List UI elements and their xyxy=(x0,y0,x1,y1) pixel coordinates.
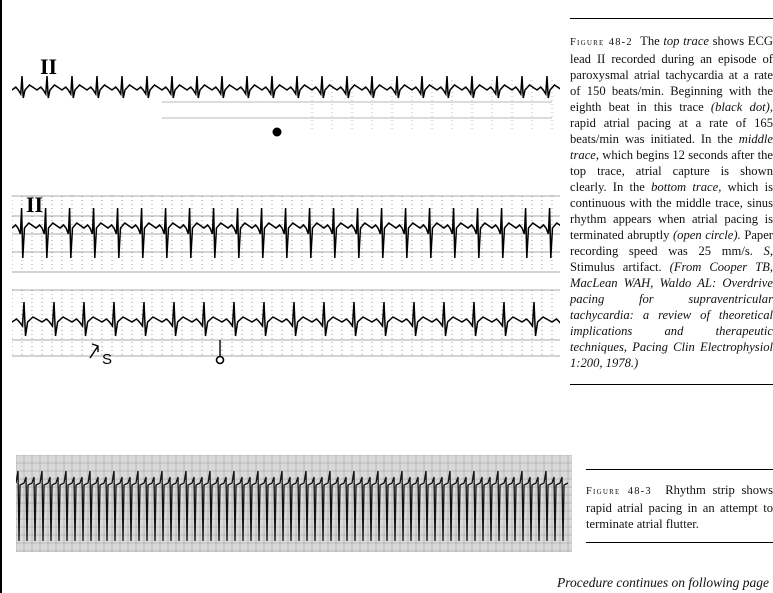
caption-fragment: middle trace, xyxy=(570,132,773,162)
ecg-traces-svg xyxy=(12,40,560,370)
black-dot-marker xyxy=(273,128,282,137)
page-margin-rule xyxy=(0,0,2,593)
caption-fragment: Paper recording speed was 25 mm/s. xyxy=(570,228,773,258)
caption-fragment: The xyxy=(640,34,664,48)
lead-label-top: II xyxy=(40,54,58,79)
figure-48-3-rhythm-strip xyxy=(16,455,572,552)
ecg-middle-trace xyxy=(12,208,560,258)
caption-fragment: rapid atrial pacing at a rate of 165 beats/min was initiated. In the xyxy=(570,116,773,146)
figure-48-3-caption xyxy=(586,469,773,543)
ecg-bottom-trace xyxy=(12,302,560,336)
figure-48-2-caption-text xyxy=(570,34,773,370)
caption-fragment: (black dot), xyxy=(710,100,773,114)
ecg-top-trace xyxy=(12,76,560,98)
stimulus-label: S xyxy=(102,351,113,368)
caption-fragment: (From Cooper TB, MacLean WAH, Waldo AL: Overdrive pacing for supraventricular tachycardia: a review of theoretical implications and therapeutic techniques, Pacing Clin Electrophysiol 1:200, 1978.) xyxy=(570,260,773,370)
caption-fragment: which begins 12 seconds after the top trace, atrial capture is shown clearly. In the xyxy=(570,148,773,194)
rhythm-strip-svg xyxy=(16,455,572,552)
open-circle-marker xyxy=(217,357,224,364)
caption-fragment: top trace xyxy=(663,34,709,48)
caption-fragment: (open circle). xyxy=(672,228,741,242)
figure-48-3-label: Figure 48-3 xyxy=(586,486,652,497)
figure-48-2-ecg xyxy=(12,40,560,370)
footer-continuation: Procedure continues on following page xyxy=(557,575,769,590)
lead-label-middle: II xyxy=(26,192,44,217)
caption-fragment: S, xyxy=(763,244,773,258)
figure-48-2-caption xyxy=(570,18,773,385)
caption-fragment: Stimulus artifact. xyxy=(570,260,670,274)
figure-48-2-label: Figure 48-2 xyxy=(570,37,633,48)
caption-fragment: bottom trace, xyxy=(651,180,722,194)
figure-48-3-caption-text: Rhythm strip shows rapid atrial pacing in an attempt to terminate atrial flutter. xyxy=(586,483,773,531)
caption-fragment: which is continuous with the middle trace, sinus rhythm appears when atrial pacing is terminated abruptly xyxy=(570,180,773,242)
caption-fragment: shows ECG lead II recorded during an episode of paroxysmal atrial tachycardia at a rate of 150 beats/min. Beginning with the eighth beat in this trace xyxy=(570,34,773,114)
